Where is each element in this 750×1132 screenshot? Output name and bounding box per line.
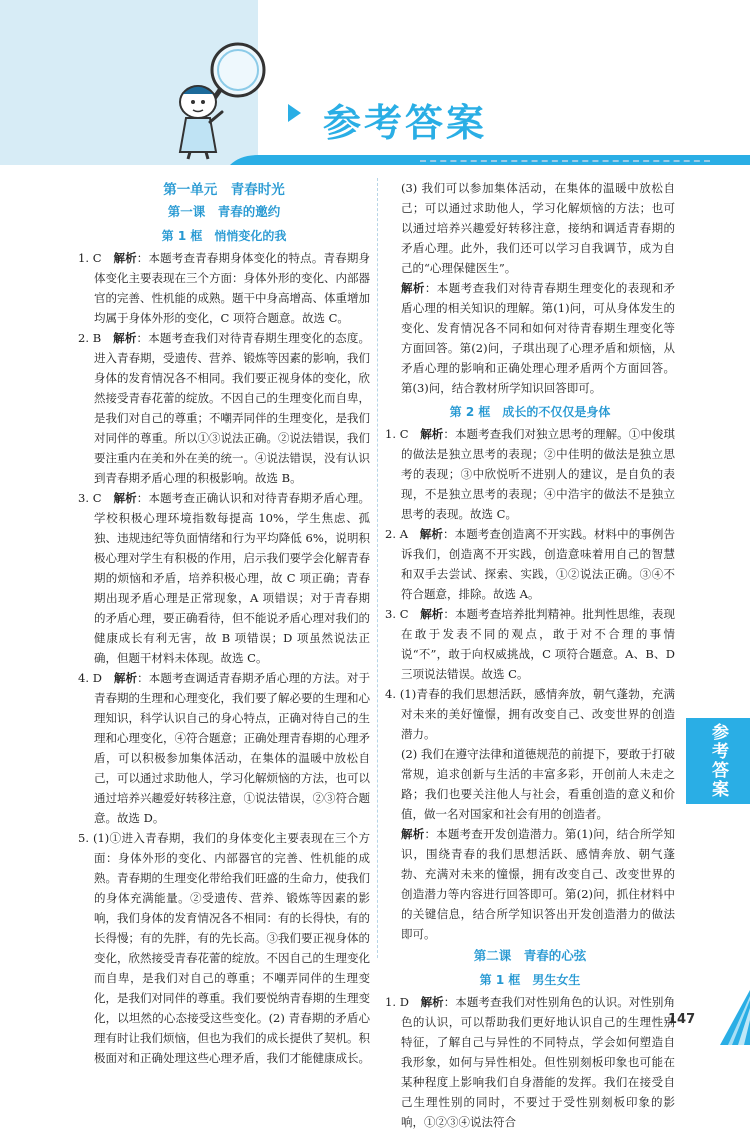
unit-heading: 第一单元 青春时光 — [163, 182, 285, 198]
answer-item-1 — [78, 248, 370, 328]
answer-text: ：本题考查我们对待青春期生理变化的态度。进入青春期，受遗传、营养、锻炼等因素的影响，我们身体的发育情况各不相同。我们要正视身体的变化，欣然接受青春花蕾的绽放。不因自己的生理变化而自卑，是我们对自己的尊重；不嘲弄同伴的生理变化，是我们对同伴的尊重。所以①③说法正确。②说法错误，我们要注重内在美和外在美的统一。④说法错误，没有认识到青春期矛盾心理的积极影响。故选 B。 — [94, 331, 371, 485]
answer-item-1 — [385, 992, 675, 1132]
answer-text: ：本题考查开发创造潜力。第(1)问，结合所学知识，围绕青春的我们思想活跃、感情奔放、朝气蓬勃、充满对未来的憧憬，拥有改变自己、改变世界的创造潜力等内容进行回答即可。第(2)问，抓住材料中的关键信息，结合所学知识答出开发创造潜力的做法即可。 — [401, 827, 676, 941]
answer-number: 3. C — [385, 607, 409, 621]
answer-item-3 — [385, 604, 675, 684]
answer-item-5-analysis — [385, 278, 675, 398]
analysis-label: 解析 — [419, 527, 443, 541]
analysis-label: 解析 — [113, 491, 137, 505]
answer-item-2 — [385, 524, 675, 604]
answer-text: 青春的我们思想活跃，感情奔放，朝气蓬勃，充满对未来的美好憧憬，拥有改变自己、改变世界的创造潜力。 — [401, 687, 675, 741]
answer-number: 2. A — [385, 527, 409, 541]
side-tab — [686, 718, 750, 804]
lesson-heading: 第一课 青春的邀约 — [167, 204, 281, 219]
left-column — [78, 178, 370, 1068]
answer-item-5 — [78, 828, 370, 1068]
frame-heading: 第 2 框 成长的不仅仅是身体 — [449, 405, 611, 419]
mascot-magnifier-illustration — [168, 40, 278, 160]
analysis-label: 解析 — [420, 427, 444, 441]
title-arrow-icon — [288, 104, 301, 122]
answer-item-2 — [78, 328, 370, 488]
right-column — [385, 178, 675, 1132]
answer-number: 1. D — [385, 995, 409, 1009]
answer-item-4-analysis — [385, 824, 675, 944]
answer-item-3 — [78, 488, 370, 668]
header-dashed-divider — [420, 160, 710, 162]
answer-number: 1. C — [78, 251, 102, 265]
analysis-label: 解析 — [401, 281, 425, 295]
answer-number: 4. D — [78, 671, 102, 685]
answer-item-1 — [385, 424, 675, 524]
side-tab-label: 参考答案 — [708, 723, 728, 799]
answer-text: ：本题考查创造离不开实践。材料中的事例告诉我们，创造离不开实践，创造意味着用自己的智慧和双手去尝试、探索、实践，①②说法正确。③④不符合题意，排除。故选 A。 — [401, 527, 676, 601]
answer-item-4 — [78, 668, 370, 828]
answer-text: ：本题考查培养批判精神。批判性思维，表现在敢于发表不同的观点，敢于对不合理的事情说“不”，敢于向权威挑战，C 项符合题意。A、B、D 三项说法错误。故选 C。 — [401, 607, 675, 681]
page-title: 参考答案 — [323, 101, 488, 145]
analysis-label: 解析 — [420, 995, 444, 1009]
answer-text: ①进入青春期，我们的身体变化主要表现在三个方面：身体外形的变化、内部器官的完善、性机能的成熟。青春期的生理变化带给我们旺盛的生命力，使我们的身体充满能量。②受遗传、营养、锻炼等因素的影响，我们身体的发育情况各不相同：有的长得快，有的长得慢；有的先胖，有的先长高。③我们要正视身体的变化，欣然接受青春花蕾的绽放。不因自己的生理变化而自卑，是我们对自己的尊重；不嘲弄同伴的生理变化，是我们对同伴的尊重。我们要悦纳青春期的生理变化，以坦然的心态接受这些变化。(2) 青春期的矛盾心理有时让我们烦恼，但也为我们的成长提供了契机。积极面对和正确处理这些心理矛盾，我们才能健康成长。 — [94, 831, 371, 1065]
answer-number: 4. (1) — [385, 687, 417, 701]
corner-stripes-decoration — [690, 990, 750, 1045]
answer-number: 5. (1) — [78, 831, 110, 845]
frame-heading: 第 1 框 男生女生 — [479, 973, 581, 987]
frame-heading: 第 1 框 悄悄变化的我 — [161, 229, 287, 243]
analysis-label: 解析 — [113, 671, 138, 685]
answer-number: 2. B — [78, 331, 102, 345]
analysis-label: 解析 — [113, 251, 137, 265]
answer-text: ：本题考查我们对性别角色的认识。对性别角色的认识，可以帮助我们更好地认识自己的生理性别特征，了解自己与异性的不同特点，学会如何塑造自我形象，如何与异性相处。但性别刻板印象也可能在某种程度上影响我们自身潜能的发挥。我们在接受自己生理性别的同时，不要过于受性别刻板印象的影响，①②③④说法符合 — [401, 995, 675, 1129]
analysis-label: 解析 — [420, 607, 444, 621]
answer-text: ：本题考查正确认识和对待青春期矛盾心理。学校积极心理环境指数每提高 10%，学生焦虑、孤独、违规违纪等负面情绪和行为平均降低 6%，说明积极心理对学生有积极的作用，启示我们要学会化解青春期的烦恼和矛盾，培养积极心理，故 C 项正确；青春期出现矛盾心理是正常现象，A 项错误；对于青春期的矛盾心理，要正确看待，但不能说矛盾心理对我们的健康成长有利无害，故 B 项错误；D 项虽然说法正确，但题干材料未体现。故选 C。 — [94, 491, 371, 665]
answer-number: 3. C — [78, 491, 102, 505]
answer-number: 1. C — [385, 427, 409, 441]
answer-item-5-continued: (3) 我们可以参加集体活动，在集体的温暖中放松自己；可以通过求助他人，学习化解烦恼的方法；也可以通过培养兴趣爱好转移注意，接纳和调适青春期的矛盾心理。此外，我们还可以学习自我调节，成为自己的“心理保健医生”。 — [401, 181, 675, 275]
lesson-heading: 第二课 青春的心弦 — [473, 948, 587, 963]
answer-text: ：本题考查调适青春期矛盾心理的方法。对于青春期的生理和心理变化，我们要了解必要的生理和心理知识，科学认识自己的身心特点，正确对待自己的生理和心理变化，④符合题意；正确处理青春期的心理矛盾，可以积极参加集体活动，在集体的温暖中放松自己，可以通过求助他人，学习化解烦恼的方法，也可以通过培养兴趣爱好转移注意，①说法错误，②③符合题意。故选 D。 — [94, 671, 371, 825]
answer-text: ：本题考查青春期身体变化的特点。青春期身体变化主要表现在三个方面：身体外形的变化、内部器官的完善、性机能的成熟。题干中身高增高、体重增加均属于身体外形的变化，C 项符合题意。故选 C。 — [94, 251, 371, 325]
answer-text: ：本题考查我们对独立思考的理解。①中俊琪的做法是独立思考的表现；②中佳明的做法是独立思考的表现；③中欣悦听不进别人的建议，是自负的表现，不是独立思考的表现；④中浩宇的做法不是独立思考的表现。故选 C。 — [401, 427, 675, 521]
column-divider — [377, 178, 378, 958]
page-number: 147 — [668, 1012, 696, 1027]
answer-item-4 — [385, 684, 675, 744]
answer-text: ：本题考查我们对待青春期生理变化的表现和矛盾心理的相关知识的理解。第(1)问，可从身体发生的变化、发育情况各不同和如何对待青春期生理变化等方面回答。第(2)问，子琪出现了心理矛盾和烦恼，从矛盾心理的影响和正确处理心理矛盾两个方面回答。第(3)问，结合教材所学知识回答即可。 — [401, 281, 676, 395]
analysis-label: 解析 — [401, 827, 425, 841]
answer-item-4-part2: (2) 我们在遵守法律和道德规范的前提下，要敢于打破常规，追求创新与生活的丰富多彩，开创前人未走之路；我们也要关注他人与社会，看重创造的意义和价值，做一名对国家和社会有用的创造者。 — [401, 747, 675, 821]
analysis-label: 解析 — [113, 331, 137, 345]
